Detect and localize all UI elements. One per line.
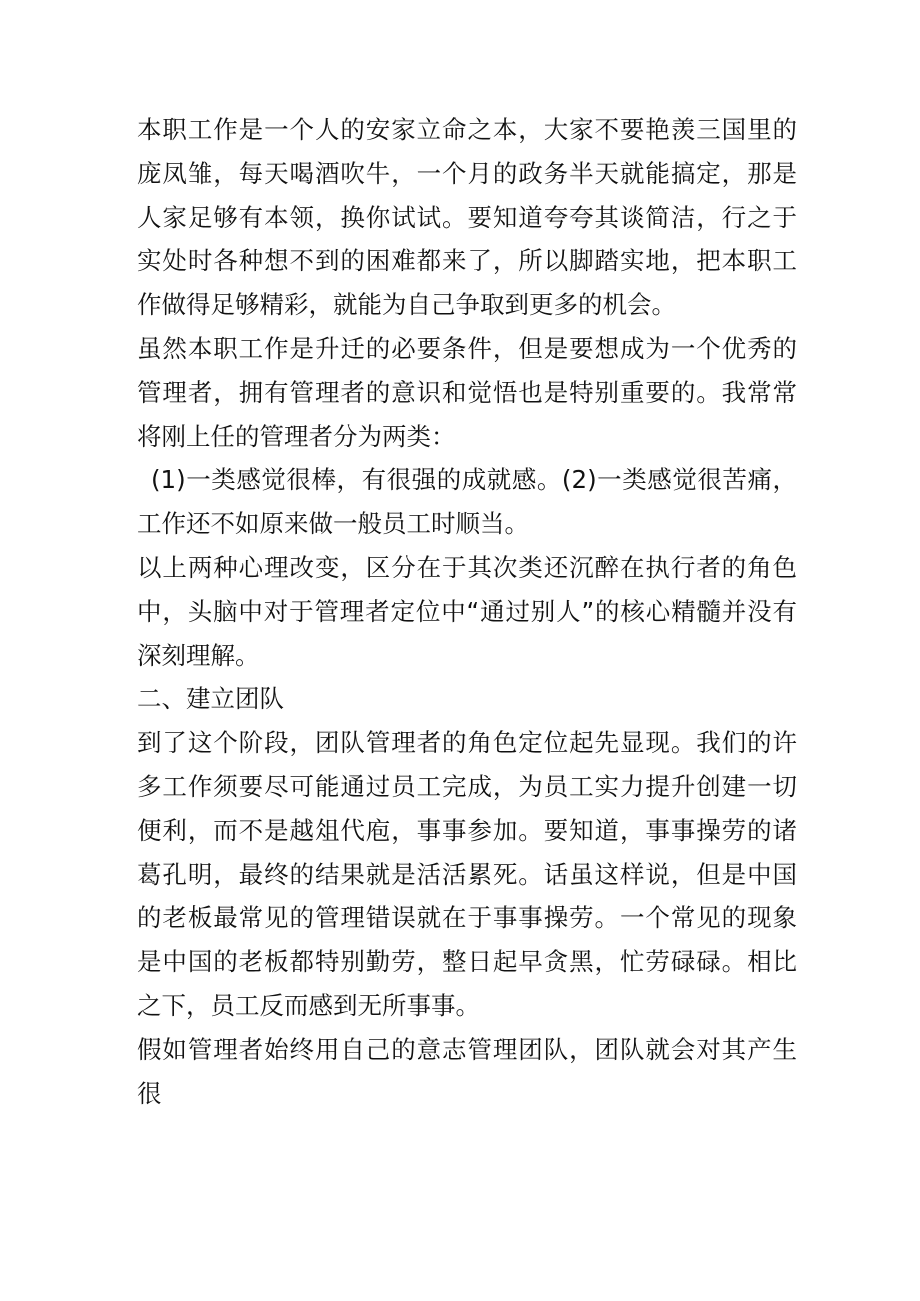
section-heading-build-team: 二、建立团队 xyxy=(137,684,284,714)
paragraph-manager-will: 假如管理者始终用自己的意志管理团队，团队就会对其产生很 xyxy=(137,1034,797,1108)
paragraph-job-foundation: 本职工作是一个人的安家立命之本，大家不要艳羡三国里的庞凤雏，每天喝酒吹牛，一个月的政务半天就能搞定，那是人家足够有本领，换你试试。要知道夸夸其谈简洁，行之于实处时各种想不到的困难都来了，所以脚踏实地，把本职工作做得足够精彩，就能为自己争取到更多的机会。 xyxy=(137,115,797,320)
paragraph-two-types: (1)一类感觉很棒，有很强的成就感。(2)一类感觉很苦痛，工作还不如原来做一般员工时顺当。 xyxy=(137,465,797,539)
document-body xyxy=(137,108,797,1115)
paragraph-mindset-change: 以上两种心理改变，区分在于其次类还沉醉在执行者的角色中，头脑中对于管理者定位中“通过别人”的核心精髓并没有深刻理解。 xyxy=(137,552,797,670)
paragraph-manager-awareness: 虽然本职工作是升迁的必要条件，但是要想成为一个优秀的管理者，拥有管理者的意识和觉悟也是特别重要的。我常常将刚上任的管理者分为两类： xyxy=(137,333,797,451)
paragraph-team-role: 到了这个阶段，团队管理者的角色定位起先显现。我们的许多工作须要尽可能通过员工完成，为员工实力提升创建一切便利，而不是越俎代庖，事事参加。要知道，事事操劳的诸葛孔明，最终的结果就是活活累死。话虽这样说，但是中国的老板最常见的管理错误就在于事事操劳。一个常见的现象是中国的老板都特别勤劳，整日起早贪黑，忙劳碌碌。相比之下，员工反而感到无所事事。 xyxy=(137,728,797,1020)
